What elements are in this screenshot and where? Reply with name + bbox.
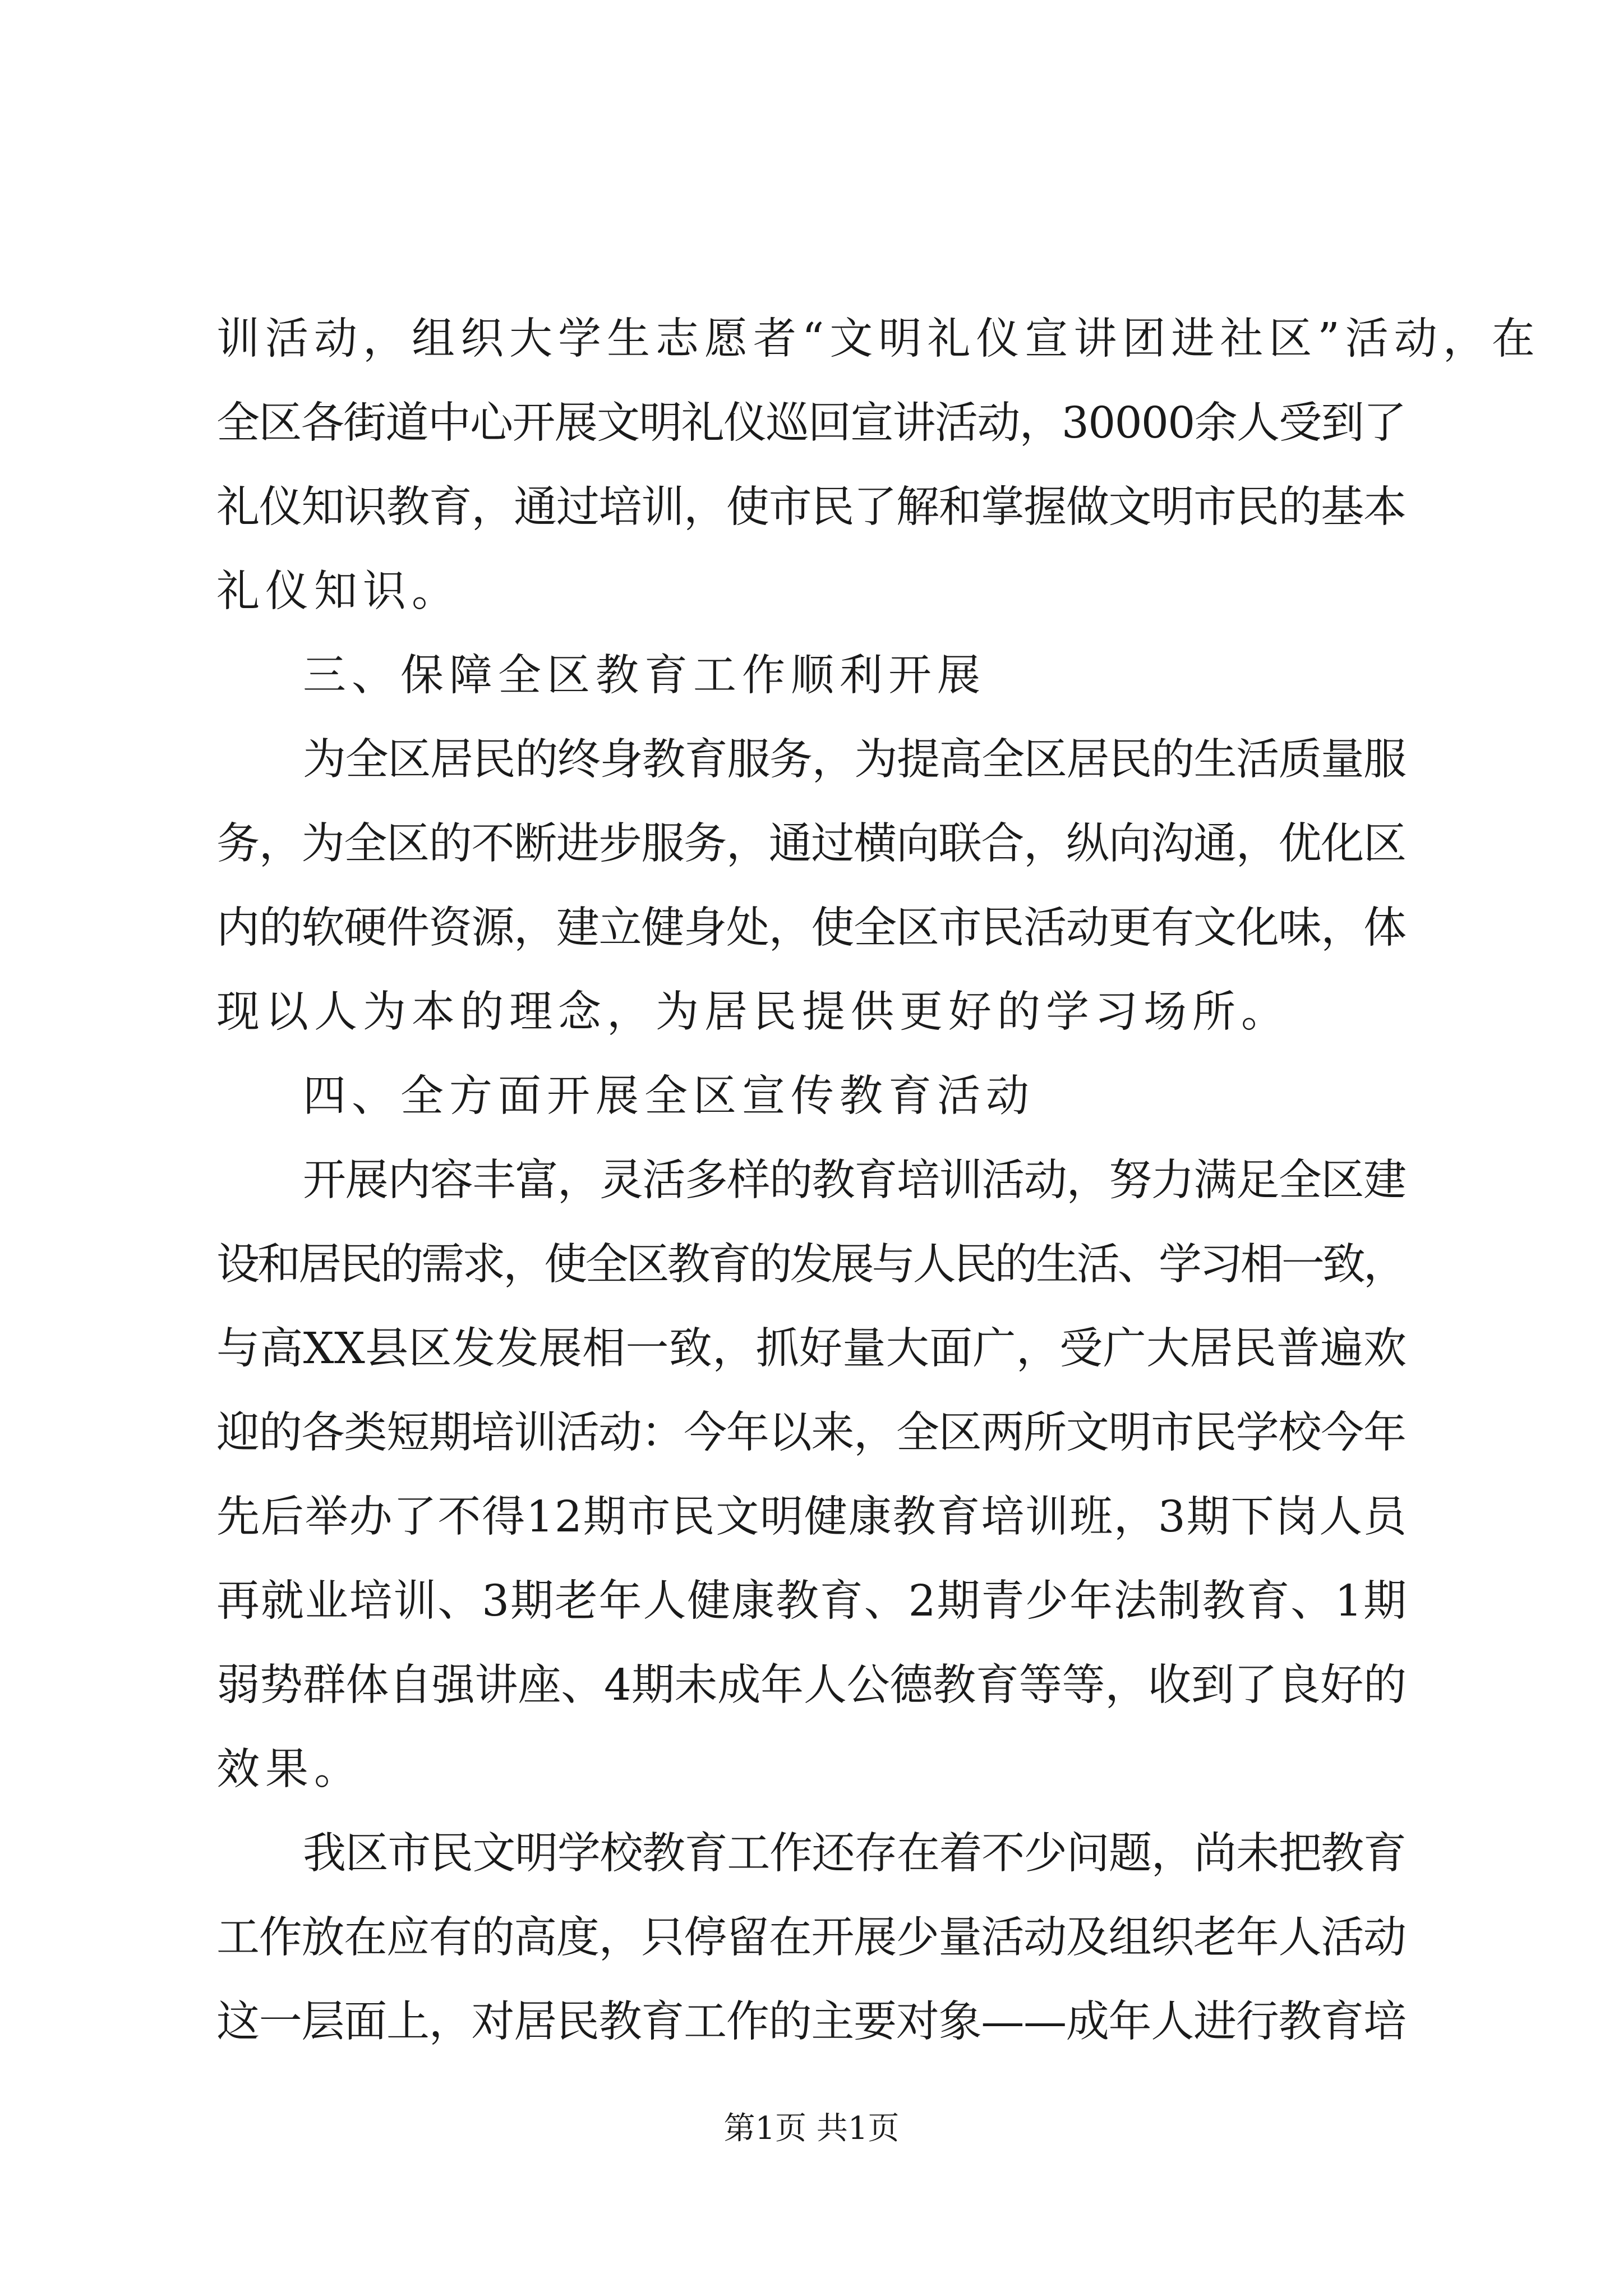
text-line-14 [0, 1391, 1623, 1475]
text-line-3 [0, 466, 1623, 550]
text-line-20-text: 工作放在应有的高度，只停留在开展少量活动及组织老年人活动 [216, 1913, 1406, 1963]
text-line-16-text: 再就业培训、3期老年人健康教育、2期青少年法制教育、1期 [216, 1576, 1408, 1626]
text-line-14-text: 迎的各类短期培训活动：今年以来，全区两所文明市民学校今年 [216, 1408, 1406, 1458]
text-line-15 [0, 1475, 1623, 1559]
text-line-9 [0, 970, 1623, 1055]
section-heading-4 [0, 1055, 1623, 1139]
text-line-2-text: 全区各街道中心开展文明礼仪巡回宣讲活动，30000余人受到了 [216, 398, 1406, 448]
text-line-21 [0, 1980, 1623, 2064]
text-line-2 [0, 381, 1623, 466]
text-line-13-text: 与高XX县区发发展相一致，抓好量大面广，受广大居民普遍欢 [216, 1324, 1407, 1374]
text-line-16 [0, 1559, 1623, 1644]
text-line-11 [0, 1139, 1623, 1223]
text-line-15-text: 先后举办了不得12期市民文明健康教育培训班，3期下岗人员 [216, 1492, 1408, 1542]
text-line-9-text: 现以人为本的理念，为居民提供更好的学习场所。 [216, 987, 1290, 1037]
text-line-18 [0, 1728, 1623, 1812]
text-line-1-text: 训活动，组织大学生志愿者“文明礼仪宣讲团进社区”活动，在 [216, 314, 1541, 364]
text-line-19 [0, 1812, 1623, 1896]
text-line-4 [0, 550, 1623, 634]
text-line-4-text: 礼仪知识。 [216, 567, 460, 616]
text-line-12 [0, 1223, 1623, 1307]
text-line-20 [0, 1896, 1623, 1980]
text-line-8-text: 内的软硬件资源，建立健身处，使全区市民活动更有文化味，体 [216, 903, 1406, 953]
text-line-12-text: 设和居民的需求，使全区教育的发展与人民的生活、学习相一致， [216, 1240, 1405, 1290]
text-line-3-text: 礼仪知识教育，通过培训，使市民了解和掌握做文明市民的基本 [216, 482, 1406, 532]
section-heading-3-text: 三、保障全区教育工作顺利开展 [303, 651, 986, 701]
text-line-7 [0, 802, 1623, 886]
text-line-8 [0, 886, 1623, 970]
page-number-footer: 第1页 共1页 [723, 2110, 900, 2147]
text-line-6-text: 为全区居民的终身教育服务，为提高全区居民的生活质量服 [303, 735, 1406, 785]
text-line-17 [0, 1644, 1623, 1728]
text-line-7-text: 务，为全区的不断进步服务，通过横向联合，纵向沟通，优化区 [216, 819, 1406, 869]
text-line-6 [0, 718, 1623, 802]
section-heading-4-text: 四、全方面开展全区宣传教育活动 [303, 1071, 1035, 1121]
text-line-1 [0, 297, 1623, 381]
text-line-21-text: 这一层面上，对居民教育工作的主要对象——成年人进行教育培 [216, 1997, 1406, 2047]
text-line-17-text: 弱势群体自强讲座、4期未成年人公德教育等等，收到了良好的 [216, 1660, 1407, 1710]
text-line-19-text: 我区市民文明学校教育工作还存在着不少问题，尚未把教育 [303, 1829, 1406, 1879]
text-line-13 [0, 1307, 1623, 1391]
text-line-11-text: 开展内容丰富，灵活多样的教育培训活动，努力满足全区建 [303, 1156, 1406, 1205]
text-line-18-text: 效果。 [216, 1745, 363, 1795]
section-heading-3 [0, 634, 1623, 718]
